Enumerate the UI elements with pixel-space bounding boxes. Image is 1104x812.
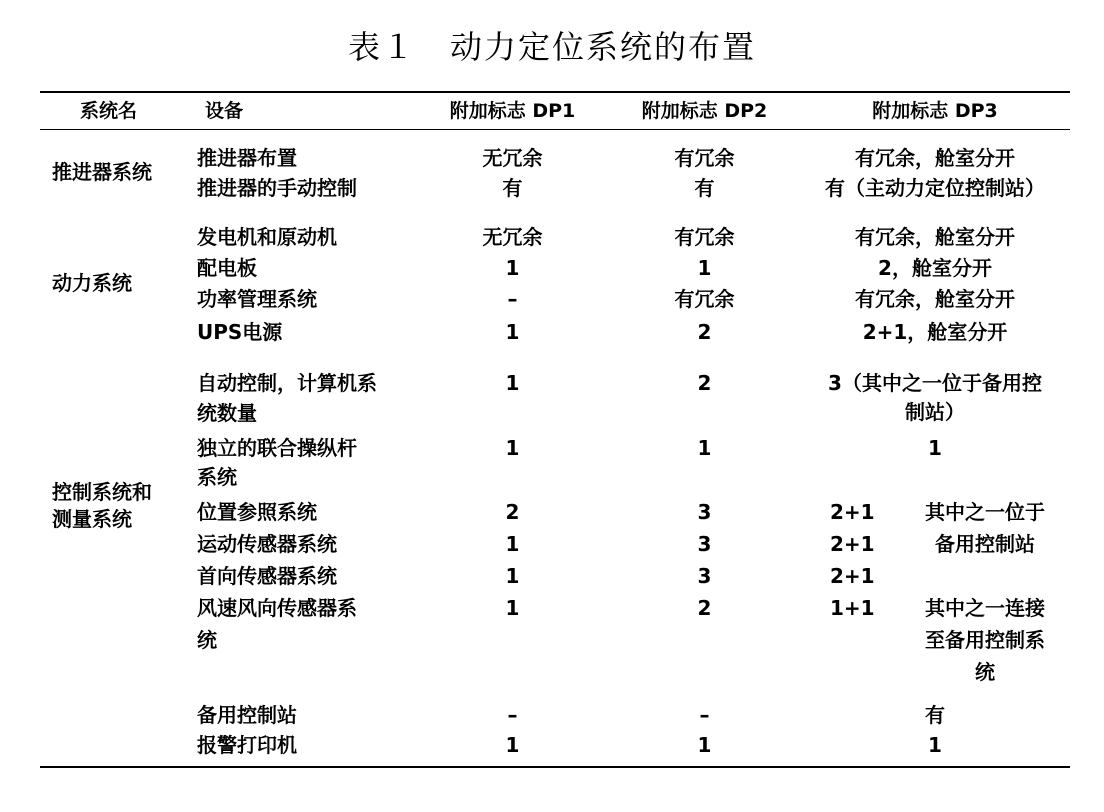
row5-dp1: – bbox=[507, 287, 518, 311]
row7-dp1: 1 bbox=[505, 371, 520, 395]
note1-line2: 备用控制站 bbox=[935, 532, 1035, 556]
row6-dp2: 2 bbox=[697, 320, 712, 344]
note1-line1: 其中之一位于 bbox=[925, 500, 1045, 524]
row2-equipment: 推进器的手动控制 bbox=[197, 176, 357, 200]
row10-dp1: 1 bbox=[505, 532, 520, 556]
row13-dp3: 有 bbox=[925, 703, 945, 727]
row4-dp3: 2，舱室分开 bbox=[878, 256, 992, 280]
header-rule bbox=[40, 129, 1070, 130]
row11-equipment: 首向传感器系统 bbox=[197, 564, 337, 588]
row6-equipment: UPS电源 bbox=[197, 320, 283, 344]
row8-dp2: 1 bbox=[697, 436, 712, 460]
row12-dp2: 2 bbox=[697, 596, 712, 620]
row7-dp3-line1: 3（其中之一位于备用控 bbox=[828, 371, 1042, 395]
row6-dp1: 1 bbox=[505, 320, 520, 344]
row5-dp2: 有冗余 bbox=[674, 287, 735, 311]
row11-dp3: 2+1 bbox=[830, 564, 875, 588]
row4-dp1: 1 bbox=[505, 256, 520, 280]
group-power: 动力系统 bbox=[52, 271, 132, 295]
row10-equipment: 运动传感器系统 bbox=[197, 532, 337, 556]
row10-dp2: 3 bbox=[697, 532, 712, 556]
row5-dp3: 有冗余，舱室分开 bbox=[855, 287, 1015, 311]
group-control-line2: 测量系统 bbox=[52, 507, 132, 531]
row3-equipment: 发电机和原动机 bbox=[197, 225, 337, 249]
row13-dp1: – bbox=[507, 703, 518, 727]
group-thruster: 推进器系统 bbox=[52, 160, 152, 184]
row10-dp3: 2+1 bbox=[830, 532, 875, 556]
header-dp2: 附加标志 DP2 bbox=[641, 100, 768, 122]
note2-line1: 其中之一连接 bbox=[925, 596, 1045, 620]
row9-dp3: 2+1 bbox=[830, 500, 875, 524]
row3-dp3: 有冗余，舱室分开 bbox=[855, 225, 1015, 249]
row13-equipment: 备用控制站 bbox=[197, 703, 297, 727]
bottom-rule bbox=[40, 766, 1070, 768]
row3-dp1: 无冗余 bbox=[482, 225, 543, 249]
row14-dp1: 1 bbox=[505, 733, 520, 757]
header-dp1: 附加标志 DP1 bbox=[449, 100, 576, 122]
row2-dp3: 有（主动力定位控制站） bbox=[825, 176, 1045, 200]
row8-dp3: 1 bbox=[928, 436, 942, 460]
row1-dp1: 无冗余 bbox=[482, 146, 543, 170]
row8-equipment-line1: 独立的联合操纵杆 bbox=[197, 436, 357, 460]
row8-dp1: 1 bbox=[505, 436, 520, 460]
row14-dp3: 1 bbox=[928, 733, 942, 757]
row8-equipment-line2: 系统 bbox=[197, 465, 237, 489]
row1-dp3: 有冗余，舱室分开 bbox=[855, 146, 1015, 170]
table-title: 表１ 动力定位系统的布置 bbox=[347, 28, 756, 66]
row14-equipment: 报警打印机 bbox=[197, 733, 297, 757]
row7-equipment-line1: 自动控制，计算机系 bbox=[197, 371, 377, 395]
header-equipment: 设备 bbox=[205, 100, 244, 122]
row5-equipment: 功率管理系统 bbox=[197, 287, 317, 311]
row9-dp2: 3 bbox=[697, 500, 712, 524]
row2-dp2: 有 bbox=[694, 176, 715, 200]
header-system: 系统名 bbox=[80, 100, 138, 122]
row4-dp2: 1 bbox=[697, 256, 712, 280]
row11-dp1: 1 bbox=[505, 564, 520, 588]
row3-dp2: 有冗余 bbox=[674, 225, 735, 249]
note2-line2: 至备用控制系 bbox=[925, 628, 1045, 652]
row14-dp2: 1 bbox=[697, 733, 712, 757]
row12-equipment-line1: 风速风向传感器系 bbox=[197, 596, 357, 620]
row12-dp3: 1+1 bbox=[830, 596, 875, 620]
row12-dp1: 1 bbox=[505, 596, 520, 620]
row1-equipment: 推进器布置 bbox=[197, 146, 297, 170]
row13-dp2: – bbox=[699, 703, 710, 727]
row9-equipment: 位置参照系统 bbox=[197, 500, 317, 524]
group-control-line1: 控制系统和 bbox=[52, 480, 152, 504]
row12-equipment-line2: 统 bbox=[197, 628, 217, 652]
row1-dp2: 有冗余 bbox=[674, 146, 735, 170]
row11-dp2: 3 bbox=[697, 564, 712, 588]
note2-line3: 统 bbox=[975, 660, 995, 684]
row6-dp3: 2+1，舱室分开 bbox=[862, 320, 1008, 344]
row7-equipment-line2: 统数量 bbox=[197, 401, 257, 425]
header-dp3: 附加标志 DP3 bbox=[872, 100, 998, 122]
row2-dp1: 有 bbox=[502, 176, 523, 200]
row7-dp3-line2: 制站） bbox=[905, 400, 965, 424]
row7-dp2: 2 bbox=[697, 371, 712, 395]
row9-dp1: 2 bbox=[505, 500, 520, 524]
top-rule bbox=[40, 91, 1070, 93]
row4-equipment: 配电板 bbox=[197, 256, 257, 280]
